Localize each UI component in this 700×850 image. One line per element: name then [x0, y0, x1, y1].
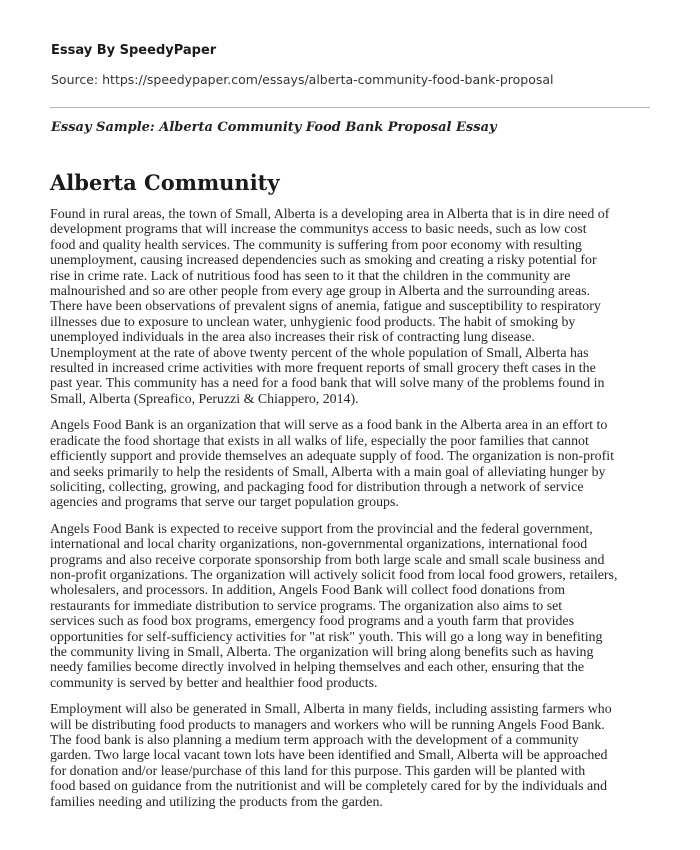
paragraph-line: families needing and utilizing the products from the garden. — [50, 794, 383, 810]
essay-paragraph — [50, 702, 650, 810]
paragraph-line: Angels Food Bank is expected to receive support from the provincial and the federal government, — [50, 521, 593, 537]
paragraph-line: food and quality health services. The community is suffering from poor economy with resulting — [50, 237, 582, 253]
page-title: Alberta Community — [50, 170, 280, 195]
paragraph-line: garden. Two large local vacant town lots have been identified and Small, Alberta will be approached — [50, 748, 608, 764]
paragraph-line: Small, Alberta (Spreafico, Peruzzi & Chiappero, 2014). — [50, 391, 359, 407]
paragraph-line: restaurants for immediate distribution to service programs. The organization also aims to set — [50, 598, 563, 614]
paragraph-line: community is served by better and healthier food products. — [50, 675, 378, 691]
paragraph-line: There have been observations of prevalent signs of anemia, fatigue and susceptibility to respiratory — [50, 299, 601, 315]
paragraph-line: will be distributing food products to managers and workers who will be running Angels Food Bank. — [50, 717, 605, 733]
paragraph-line: illnesses due to exposure to unclean water, unhygienic food products. The habit of smoking by — [50, 314, 576, 330]
essay-paragraph — [50, 522, 650, 691]
paragraph-line: malnourished and so are other people from every age group in Alberta and the surrounding areas. — [50, 284, 591, 300]
paragraph-line: programs and also receive corporate sponsorship from both large scale and small scale business and — [50, 552, 605, 568]
essay-sample-title: Essay Sample: Alberta Community Food Bank Proposal Essay — [51, 120, 497, 135]
paragraph-line: services such as food box programs, emergency food programs and a youth farm that provides — [50, 614, 574, 630]
paragraph-line: development programs that will increase the communitys access to basic needs, such as low cost — [50, 222, 587, 238]
paragraph-line: wholesalers, and processors. In addition, Angels Food Bank will collect food donations from — [50, 583, 566, 599]
paragraph-line: needy families become directly involved in helping themselves and each other, ensuring that the — [50, 660, 585, 676]
paragraph-line: food based on guidance from the nutritionist and will be completely cared for by the individuals and — [50, 779, 608, 795]
paragraph-line: Employment will also be generated in Small, Alberta in many fields, including assisting farmers who — [50, 702, 612, 718]
paragraph-line: unemployed individuals in the area also increases their risk of contracting lung disease. — [50, 330, 535, 346]
paragraph-line: soliciting, collecting, growing, and packaging food for distribution through a network of service — [50, 479, 584, 495]
paragraph-line: resulted in increased crime activities with more frequent reports of small grocery theft cases in the — [50, 361, 596, 377]
essay-body — [50, 207, 650, 821]
paragraph-line: non-profit organizations. The organization will actively solicit food from local food growers, retailers, — [50, 567, 618, 583]
paragraph-line: opportunities for self-sufficiency activities for "at risk" youth. This will go a long way in benefiting — [50, 629, 603, 645]
paragraph-line: Angels Food Bank is an organization that will serve as a food bank in the Alberta area in an effort to — [50, 418, 608, 434]
essay-paragraph — [50, 418, 650, 510]
essay-brand: Essay By SpeedyPaper — [51, 43, 217, 58]
paragraph-line: the community living in Small, Alberta. The organization will bring along benefits such as having — [50, 644, 594, 660]
source-url: Source: https://speedypaper.com/essays/alberta-community-food-bank-proposal — [51, 72, 554, 87]
paragraph-line: eradicate the food shortage that exists in all walks of life, especially the poor families that cannot — [50, 433, 589, 449]
paragraph-line: rise in crime rate. Lack of nutritious food has seen to it that the children in the community are — [50, 268, 571, 284]
paragraph-line: international and local charity organizations, non-governmental organizations, international food — [50, 537, 588, 553]
paragraph-line: past year. This community has a need for a food bank that will solve many of the problems found in — [50, 376, 605, 392]
paragraph-line: efficiently support and provide themselves an adequate supply of food. The organization is non-profit — [50, 449, 614, 465]
paragraph-line: unemployment, causing increased dependencies such as smoking and creating a risky potential for — [50, 253, 597, 269]
paragraph-line: The food bank is also planning a medium term approach with the development of a community — [50, 733, 579, 748]
paragraph-line: for donation and/or lease/purchase of this land for this purpose. This garden will be planted with — [50, 763, 586, 779]
paragraph-line: Unemployment at the rate of above twenty percent of the whole population of Small, Alberta has — [50, 345, 589, 361]
paragraph-line: Found in rural areas, the town of Small, Alberta is a developing area in Alberta that is in dire need of — [50, 207, 610, 222]
paragraph-line: agencies and programs that serve our target population groups. — [50, 495, 399, 511]
essay-paragraph — [50, 207, 650, 407]
paragraph-line: and seeks primarily to help the residents of Small, Alberta with a main goal of alleviating hunger by — [50, 464, 606, 480]
header-divider — [50, 107, 650, 108]
